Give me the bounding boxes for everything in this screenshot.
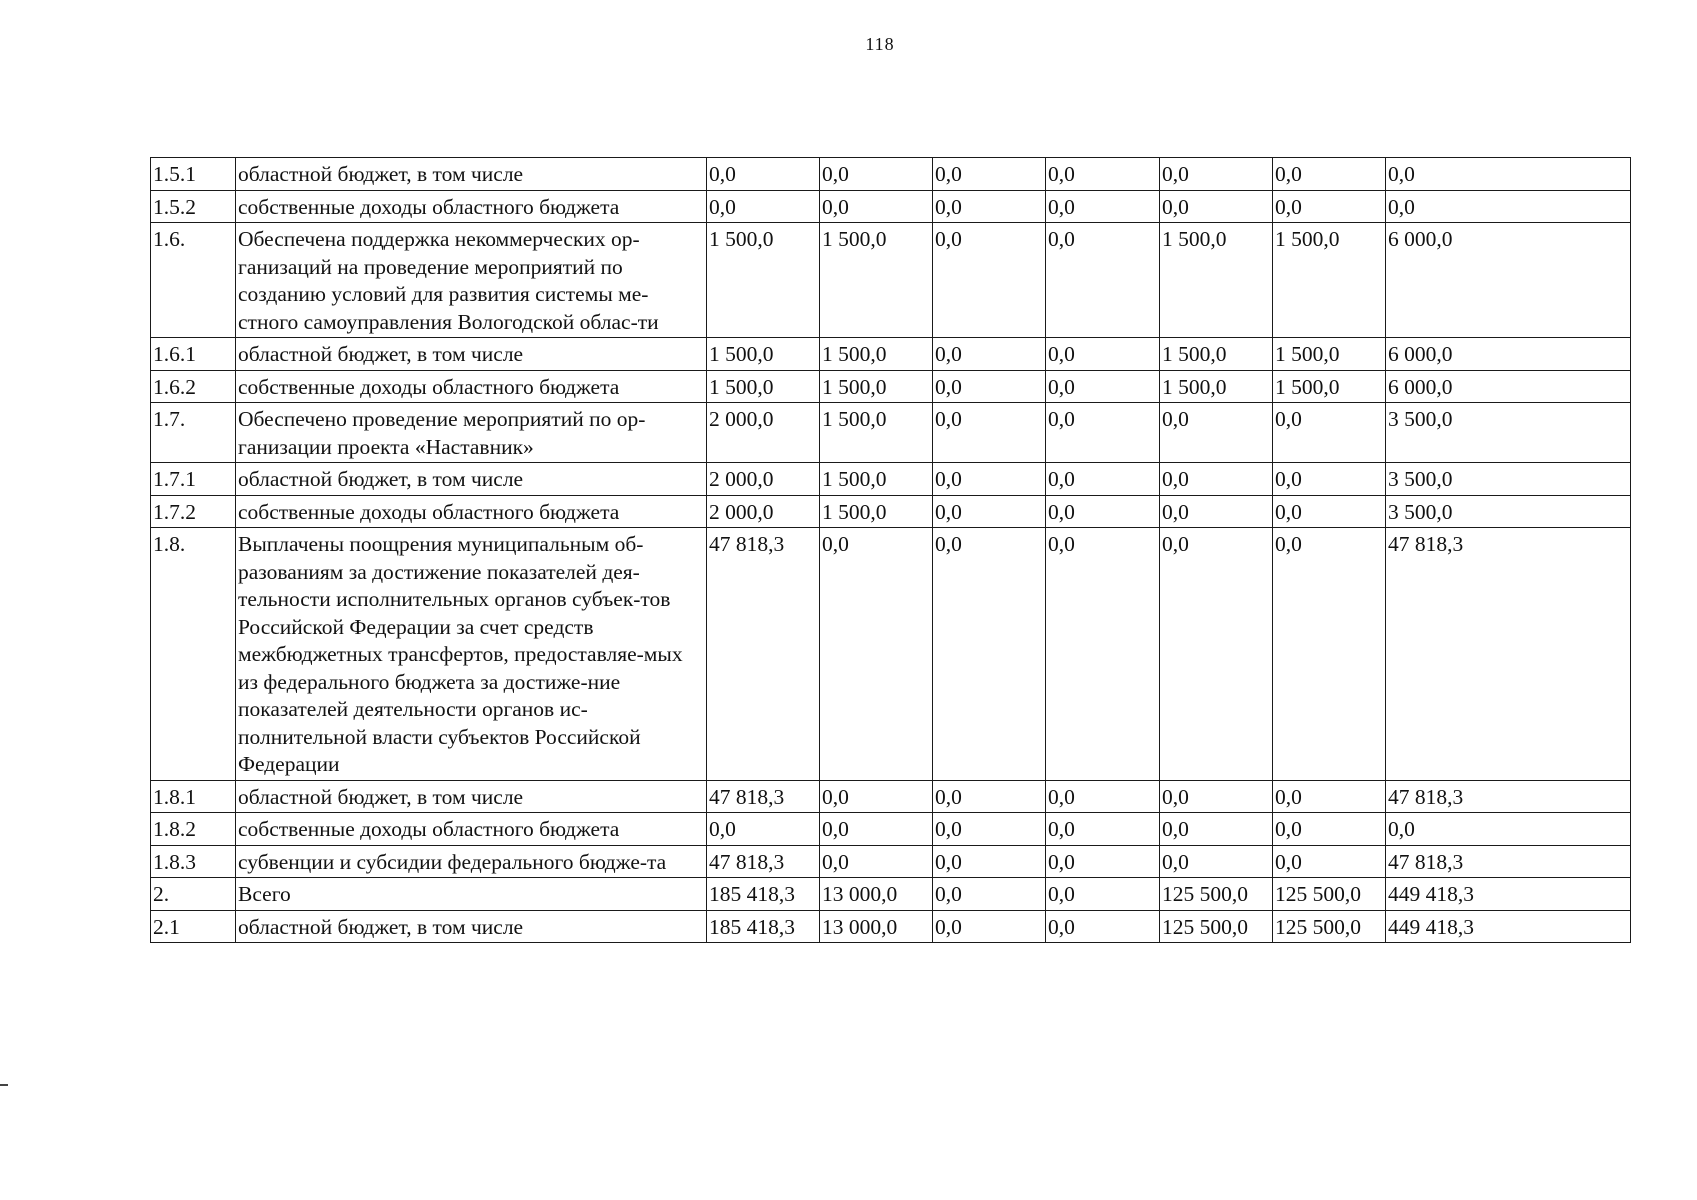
value-cell: 47 818,3 xyxy=(707,845,820,878)
value-cell: 6 000,0 xyxy=(1386,338,1631,371)
value-cell: 125 500,0 xyxy=(1160,878,1273,911)
value-cell: 0,0 xyxy=(1273,813,1386,846)
value-cell: 0,0 xyxy=(1046,528,1160,781)
value-cell: 6 000,0 xyxy=(1386,223,1631,338)
value-cell: 0,0 xyxy=(1273,845,1386,878)
value-cell: 0,0 xyxy=(933,780,1046,813)
table-row xyxy=(151,158,1631,191)
table-row xyxy=(151,813,1631,846)
value-cell: 0,0 xyxy=(933,190,1046,223)
value-cell: 1 500,0 xyxy=(707,370,820,403)
row-description: собственные доходы областного бюджета xyxy=(236,370,707,403)
row-code: 1.6.1 xyxy=(151,338,236,371)
value-cell: 1 500,0 xyxy=(820,223,933,338)
value-cell: 0,0 xyxy=(1160,495,1273,528)
row-description: областной бюджет, в том числе xyxy=(236,463,707,496)
value-cell: 0,0 xyxy=(933,338,1046,371)
row-code: 1.8. xyxy=(151,528,236,781)
value-cell: 3 500,0 xyxy=(1386,463,1631,496)
value-cell: 185 418,3 xyxy=(707,910,820,943)
table-row xyxy=(151,223,1631,338)
table-row xyxy=(151,370,1631,403)
row-description: Выплачены поощрения муниципальным об-разованиям за достижение показателей дея-тельности исполнительных органов субъек-тов Российской Федерации за счет средств межбюджетных трансфертов, предоставляе-мых из федерального бюджета за достиже-ние показателей деятельности органов ис-полнительной власти субъектов Российской Федерации xyxy=(236,528,707,781)
value-cell: 0,0 xyxy=(1273,403,1386,463)
value-cell: 0,0 xyxy=(707,158,820,191)
value-cell: 0,0 xyxy=(1273,495,1386,528)
value-cell: 0,0 xyxy=(1273,190,1386,223)
value-cell: 0,0 xyxy=(1046,370,1160,403)
value-cell: 0,0 xyxy=(820,780,933,813)
value-cell: 47 818,3 xyxy=(707,528,820,781)
value-cell: 0,0 xyxy=(1046,878,1160,911)
value-cell: 449 418,3 xyxy=(1386,878,1631,911)
value-cell: 0,0 xyxy=(1386,813,1631,846)
table-row xyxy=(151,528,1631,781)
table-row xyxy=(151,190,1631,223)
table-row xyxy=(151,338,1631,371)
value-cell: 13 000,0 xyxy=(820,878,933,911)
value-cell: 47 818,3 xyxy=(1386,780,1631,813)
value-cell: 125 500,0 xyxy=(1273,910,1386,943)
table-row xyxy=(151,780,1631,813)
row-code: 1.6.2 xyxy=(151,370,236,403)
value-cell: 0,0 xyxy=(933,528,1046,781)
table-row xyxy=(151,463,1631,496)
value-cell: 0,0 xyxy=(707,813,820,846)
row-description: областной бюджет, в том числе xyxy=(236,158,707,191)
row-code: 1.7.1 xyxy=(151,463,236,496)
value-cell: 0,0 xyxy=(933,495,1046,528)
row-description: областной бюджет, в том числе xyxy=(236,338,707,371)
row-code: 1.7.2 xyxy=(151,495,236,528)
value-cell: 0,0 xyxy=(933,813,1046,846)
row-code: 1.5.2 xyxy=(151,190,236,223)
value-cell: 6 000,0 xyxy=(1386,370,1631,403)
value-cell: 0,0 xyxy=(1160,813,1273,846)
row-description: субвенции и субсидии федерального бюдже-та xyxy=(236,845,707,878)
value-cell: 3 500,0 xyxy=(1386,495,1631,528)
value-cell: 0,0 xyxy=(1046,190,1160,223)
value-cell: 1 500,0 xyxy=(1160,223,1273,338)
value-cell: 0,0 xyxy=(1046,495,1160,528)
value-cell: 0,0 xyxy=(1046,910,1160,943)
value-cell: 0,0 xyxy=(1160,780,1273,813)
row-description: собственные доходы областного бюджета xyxy=(236,813,707,846)
value-cell: 185 418,3 xyxy=(707,878,820,911)
row-description: областной бюджет, в том числе xyxy=(236,780,707,813)
row-code: 1.8.1 xyxy=(151,780,236,813)
value-cell: 0,0 xyxy=(1273,463,1386,496)
value-cell: 0,0 xyxy=(1160,403,1273,463)
value-cell: 0,0 xyxy=(1273,158,1386,191)
value-cell: 0,0 xyxy=(1046,338,1160,371)
value-cell: 3 500,0 xyxy=(1386,403,1631,463)
value-cell: 0,0 xyxy=(1046,813,1160,846)
value-cell: 1 500,0 xyxy=(820,495,933,528)
value-cell: 0,0 xyxy=(820,813,933,846)
value-cell: 13 000,0 xyxy=(820,910,933,943)
value-cell: 0,0 xyxy=(933,403,1046,463)
row-code: 1.7. xyxy=(151,403,236,463)
value-cell: 0,0 xyxy=(1046,223,1160,338)
value-cell: 2 000,0 xyxy=(707,495,820,528)
value-cell: 1 500,0 xyxy=(1160,338,1273,371)
value-cell: 0,0 xyxy=(1160,190,1273,223)
row-description: Всего xyxy=(236,878,707,911)
row-description: собственные доходы областного бюджета xyxy=(236,190,707,223)
value-cell: 0,0 xyxy=(707,190,820,223)
value-cell: 1 500,0 xyxy=(820,338,933,371)
value-cell: 0,0 xyxy=(1386,190,1631,223)
value-cell: 0,0 xyxy=(820,528,933,781)
value-cell: 1 500,0 xyxy=(820,463,933,496)
value-cell: 0,0 xyxy=(933,845,1046,878)
value-cell: 1 500,0 xyxy=(820,403,933,463)
value-cell: 1 500,0 xyxy=(707,223,820,338)
value-cell: 449 418,3 xyxy=(1386,910,1631,943)
value-cell: 0,0 xyxy=(1160,463,1273,496)
value-cell: 0,0 xyxy=(933,370,1046,403)
value-cell: 1 500,0 xyxy=(707,338,820,371)
row-description: собственные доходы областного бюджета xyxy=(236,495,707,528)
table-row xyxy=(151,495,1631,528)
value-cell: 1 500,0 xyxy=(1273,370,1386,403)
value-cell: 2 000,0 xyxy=(707,403,820,463)
value-cell: 2 000,0 xyxy=(707,463,820,496)
value-cell: 0,0 xyxy=(1160,845,1273,878)
row-code: 2.1 xyxy=(151,910,236,943)
value-cell: 0,0 xyxy=(1386,158,1631,191)
table-row xyxy=(151,878,1631,911)
value-cell: 0,0 xyxy=(820,190,933,223)
value-cell: 0,0 xyxy=(820,845,933,878)
row-code: 1.8.2 xyxy=(151,813,236,846)
value-cell: 0,0 xyxy=(933,158,1046,191)
value-cell: 0,0 xyxy=(820,158,933,191)
value-cell: 1 500,0 xyxy=(820,370,933,403)
scan-mark xyxy=(0,1084,8,1086)
value-cell: 47 818,3 xyxy=(1386,528,1631,781)
value-cell: 0,0 xyxy=(1160,528,1273,781)
value-cell: 0,0 xyxy=(933,463,1046,496)
row-description: областной бюджет, в том числе xyxy=(236,910,707,943)
value-cell: 125 500,0 xyxy=(1273,878,1386,911)
value-cell: 1 500,0 xyxy=(1160,370,1273,403)
value-cell: 125 500,0 xyxy=(1160,910,1273,943)
value-cell: 0,0 xyxy=(1046,845,1160,878)
value-cell: 47 818,3 xyxy=(707,780,820,813)
row-code: 1.8.3 xyxy=(151,845,236,878)
value-cell: 47 818,3 xyxy=(1386,845,1631,878)
row-description: Обеспечено проведение мероприятий по ор-ганизации проекта «Наставник» xyxy=(236,403,707,463)
row-code: 1.6. xyxy=(151,223,236,338)
row-code: 1.5.1 xyxy=(151,158,236,191)
row-code: 2. xyxy=(151,878,236,911)
value-cell: 1 500,0 xyxy=(1273,223,1386,338)
row-description: Обеспечена поддержка некоммерческих ор-ганизаций на проведение мероприятий по созданию условий для развития системы ме-стного самоуправления Вологодской облас-ти xyxy=(236,223,707,338)
table-row xyxy=(151,403,1631,463)
value-cell: 0,0 xyxy=(1046,158,1160,191)
table-row xyxy=(151,845,1631,878)
value-cell: 1 500,0 xyxy=(1273,338,1386,371)
value-cell: 0,0 xyxy=(933,878,1046,911)
value-cell: 0,0 xyxy=(1046,780,1160,813)
value-cell: 0,0 xyxy=(933,910,1046,943)
table-row xyxy=(151,910,1631,943)
value-cell: 0,0 xyxy=(1273,528,1386,781)
value-cell: 0,0 xyxy=(933,223,1046,338)
page-number: 118 xyxy=(865,34,895,54)
value-cell: 0,0 xyxy=(1160,158,1273,191)
budget-table xyxy=(150,157,1631,943)
value-cell: 0,0 xyxy=(1273,780,1386,813)
value-cell: 0,0 xyxy=(1046,403,1160,463)
value-cell: 0,0 xyxy=(1046,463,1160,496)
